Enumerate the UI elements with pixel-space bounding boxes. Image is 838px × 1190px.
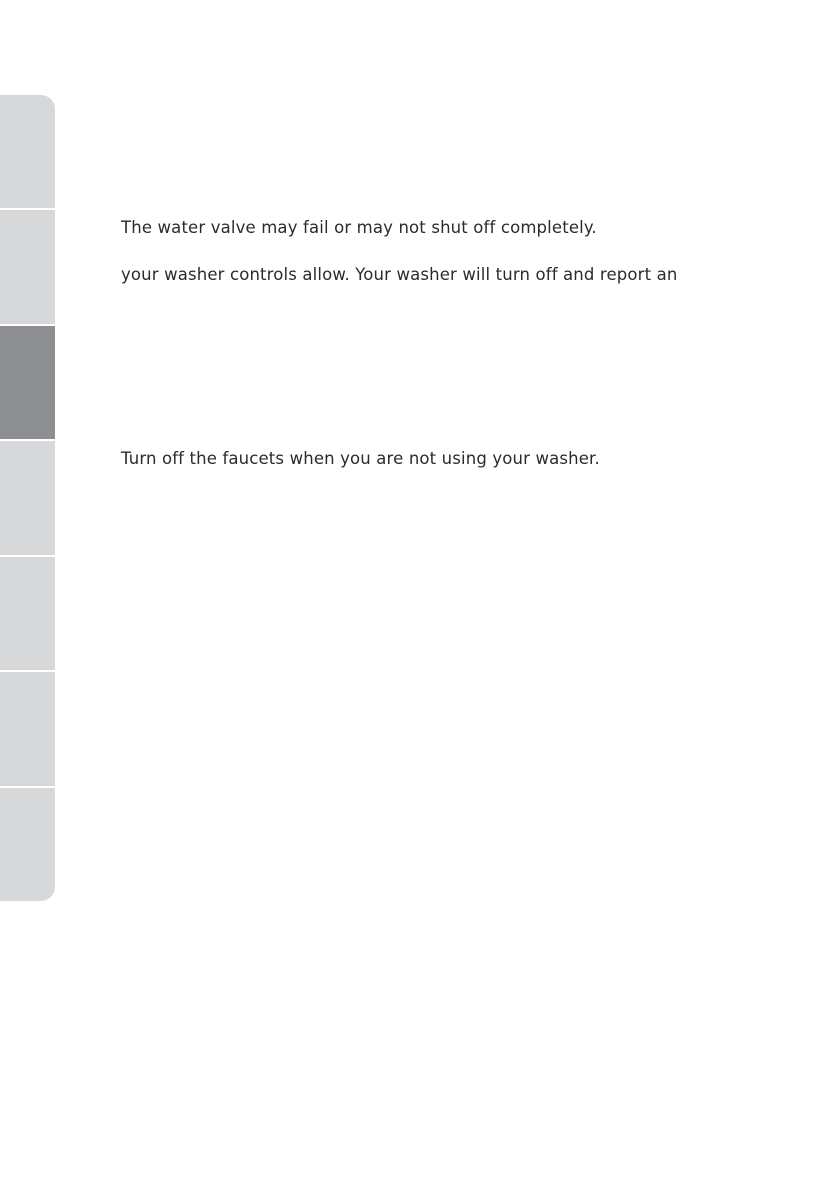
text-line-turn-off-faucets: Turn off the faucets when you are not using your washer. bbox=[121, 449, 600, 468]
section-tab-1[interactable] bbox=[0, 95, 55, 210]
section-tab-strip bbox=[0, 95, 55, 901]
section-tab-3-active[interactable] bbox=[0, 326, 55, 441]
section-tab-7[interactable] bbox=[0, 788, 55, 901]
section-tab-4[interactable] bbox=[0, 441, 55, 556]
text-line-water-valve: The water valve may fail or may not shut off completely. bbox=[121, 218, 597, 237]
text-line-washer-controls: your washer controls allow. Your washer will turn off and report an bbox=[121, 265, 678, 284]
section-tab-2[interactable] bbox=[0, 210, 55, 325]
section-tab-6[interactable] bbox=[0, 672, 55, 787]
section-tab-5[interactable] bbox=[0, 557, 55, 672]
